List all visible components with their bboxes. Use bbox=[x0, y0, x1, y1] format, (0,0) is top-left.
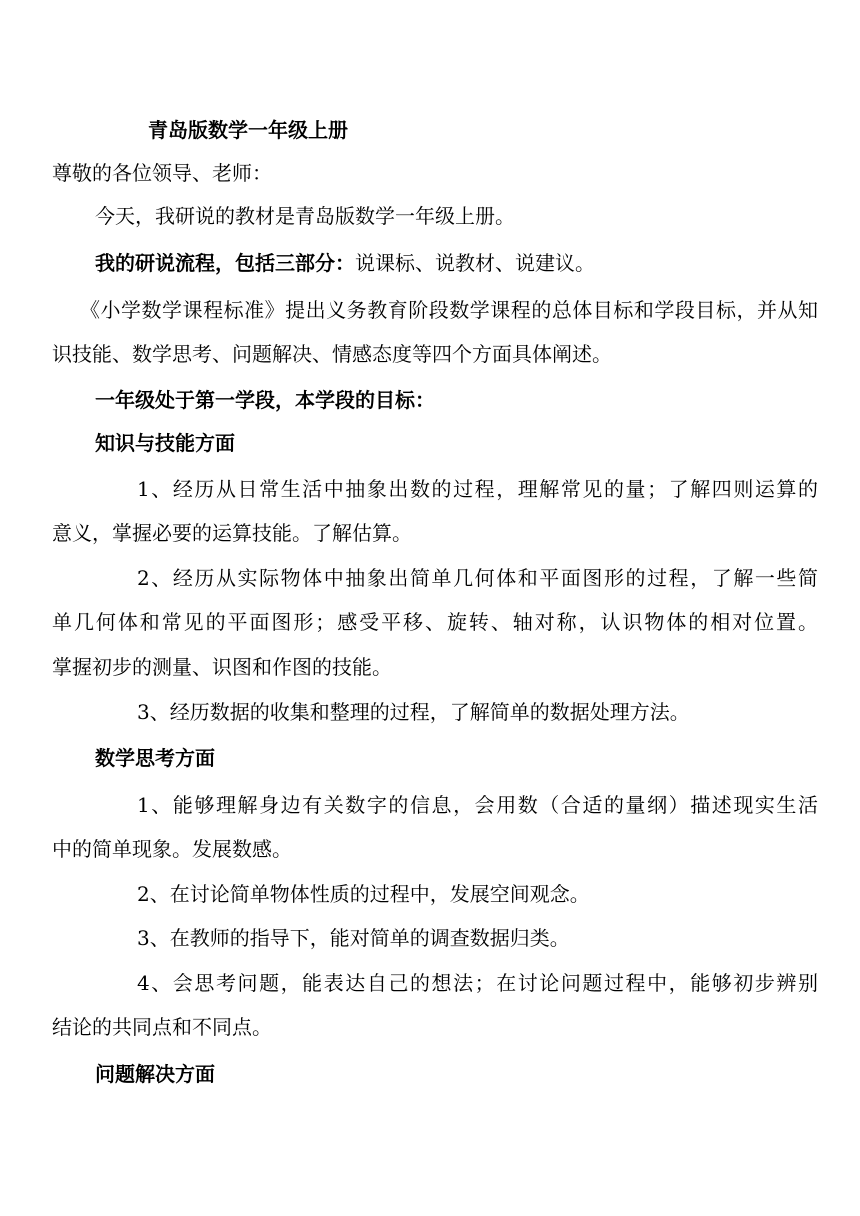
intro-paragraph: 今天，我研说的教材是青岛版数学一年级上册。 bbox=[95, 204, 515, 228]
knowledge-item-2-line-1: 2、经历从实际物体中抽象出简单几何体和平面图形的过程，了解一些简 bbox=[137, 566, 818, 590]
thinking-item-4-line-1: 4、会思考问题，能表达自己的想法；在讨论问题过程中，能够初步辨别 bbox=[137, 971, 818, 995]
thinking-heading: 数学思考方面 bbox=[95, 746, 215, 770]
thinking-item-4-line-2: 结论的共同点和不同点。 bbox=[52, 1015, 272, 1039]
knowledge-item-2-line-3: 掌握初步的测量、识图和作图的技能。 bbox=[52, 655, 392, 679]
flow-paragraph bbox=[95, 250, 595, 276]
document-title: 青岛版数学一年级上册 bbox=[148, 118, 348, 142]
knowledge-heading: 知识与技能方面 bbox=[95, 431, 235, 455]
knowledge-item-2-line-2: 单几何体和常见的平面图形；感受平移、旋转、轴对称，认识物体的相对位置。 bbox=[52, 610, 818, 634]
standard-line-1: 《小学数学课程标准》提出义务教育阶段数学课程的总体目标和学段目标，并从知 bbox=[80, 298, 818, 322]
problem-heading: 问题解决方面 bbox=[95, 1062, 215, 1086]
standard-line-2: 识技能、数学思考、问题解决、情感态度等四个方面具体阐述。 bbox=[52, 342, 612, 366]
knowledge-item-1-line-2: 意义，掌握必要的运算技能。了解估算。 bbox=[52, 521, 412, 545]
flow-bold-text: 我的研说流程，包括三部分： bbox=[95, 251, 355, 275]
knowledge-item-1-line-1: 1、经历从日常生活中抽象出数的过程，理解常见的量；了解四则运算的 bbox=[137, 477, 818, 501]
thinking-item-1-line-1: 1、能够理解身边有关数字的信息，会用数（合适的量纲）描述现实生活 bbox=[137, 793, 818, 817]
thinking-item-3: 3、在教师的指导下，能对简单的调查数据归类。 bbox=[137, 926, 570, 950]
salutation: 尊敬的各位领导、老师： bbox=[52, 161, 272, 185]
thinking-item-2: 2、在讨论简单物体性质的过程中，发展空间观念。 bbox=[137, 882, 590, 906]
stage-heading: 一年级处于第一学段，本学段的目标： bbox=[95, 388, 435, 412]
knowledge-item-3: 3、经历数据的收集和整理的过程，了解简单的数据处理方法。 bbox=[137, 700, 690, 724]
thinking-item-1-line-2: 中的简单现象。发展数感。 bbox=[52, 837, 292, 861]
flow-rest-text: 说课标、说教材、说建议。 bbox=[355, 251, 595, 275]
